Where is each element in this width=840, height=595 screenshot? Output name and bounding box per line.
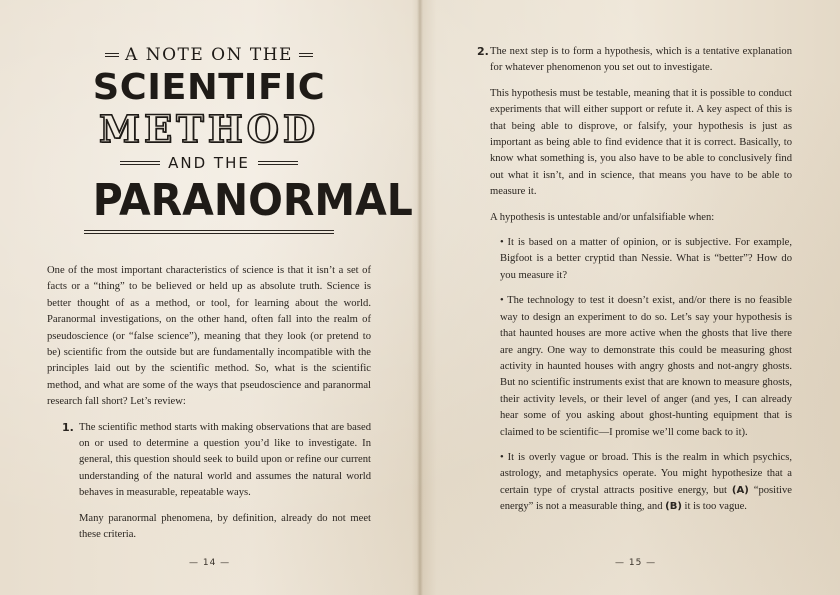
bullet-3-part-1: • It is overly vague or broad. This is the realm in which psychics, astrology, and metaphysics operate. You might hypothesize that a certain type of crystal attracts positive energy, but xyxy=(500,451,792,496)
list-number-2: 2. xyxy=(477,45,489,58)
list-item-2-text: The next step is to form a hypothesis, which is a tentative explanation for whatever phenomenon you set out to investigate. xyxy=(490,46,792,74)
title-line-4 xyxy=(84,150,334,176)
list-number-1: 1. xyxy=(62,420,74,434)
title-dash-right xyxy=(258,161,298,165)
title-dash-left xyxy=(120,161,160,165)
list-item-1 xyxy=(47,420,371,544)
right-page xyxy=(422,0,840,595)
bullet-list xyxy=(490,235,792,516)
page-number-left: — 14 — xyxy=(189,558,231,568)
bullet-3-part-2: “positive energy” is not a measurable thing, and xyxy=(500,484,792,513)
title-dash-left xyxy=(105,53,119,57)
intro-paragraph: One of the most important characteristics of science is that it isn’t a set of facts or a “thing” to be believed or held up as absolute truth. Science is better thought of as a method, or tool, for learning about the world. Paranormal investigations, on the other hand, often fall into the realm of pseudoscience (or “false science”), meaning that they look (or pretend to be) scientific from the outside but are fundamentally incompatible with the principles laid out by the scientific method. So, what is the scientific method, and what are some of the ways that pseudoscience and paranormal research fall short? Let’s review: xyxy=(47,265,371,408)
bullet-3-marker-b: (B) xyxy=(665,501,682,513)
untestable-intro: A hypothesis is untestable and/or unfalsifiable when: xyxy=(490,211,715,223)
left-page xyxy=(0,0,418,595)
title-line-3: METHOD xyxy=(99,107,319,151)
title-line-1 xyxy=(84,42,334,68)
title-line-2: SCIENTIFIC xyxy=(92,67,326,108)
bullet-3-marker-a: (A) xyxy=(731,484,749,496)
page-number-right: — 15 — xyxy=(615,558,657,568)
list-item-1-text: The scientific method starts with making observations that are based on or used to determine a question you’d like to investigate. In general, this question should seek to build upon or refine our current understanding of the natural world and assumes the natural world behaves in measurable, repeatable ways. xyxy=(79,421,371,499)
title-line-5: PARANORMAL xyxy=(92,175,413,226)
list-item-1-followup: Many paranormal phenomena, by definition, already do not meet these criteria. xyxy=(79,512,371,541)
chapter-title-block xyxy=(84,42,413,234)
title-bottom-rule xyxy=(84,230,334,234)
bullet-item-2: • The technology to test it doesn’t exist, and/or there is no feasible way to design an experiment to do so. Let’s say your hypothesis is that haunted houses are more active when the ghosts that live there are angry. One way to demonstrate this could be measuring ghost activity in haunted houses with angry ghosts and not-angry ghosts. But no scientific instruments exist that are known to measure ghosts, their activity levels, or their level of anger (and yes, I can already hear some of you asking about ghost-hunting equipment that is claimed to be scientific—I promise we’ll come back to it). xyxy=(500,295,792,438)
title-dash-right xyxy=(299,53,313,57)
bullet-item-3 xyxy=(500,450,792,516)
left-page-body xyxy=(47,263,371,544)
bullet-3-part-3: it is too vague. xyxy=(681,501,747,513)
testable-paragraph: This hypothesis must be testable, meaning that it is possible to conduct experiments that will either support or refute it. A key aspect of this is that being able to disprove, or falsify, your hypothesis is just as important as being able to find evidence that it is correct. Basically, to know what something is, you also have to be able to conclusively find out what it isn’t, and in science, that means you have to be able to measure it. xyxy=(490,87,792,198)
title-line-1-text: A NOTE ON THE xyxy=(125,45,293,65)
list-item-2 xyxy=(478,44,792,77)
right-page-body xyxy=(477,44,792,516)
bullet-item-1: • It is based on a matter of opinion, or is subjective. For example, Bigfoot is a better cryptid than Nessie. What is “better”? How do you measure it? xyxy=(500,237,792,281)
title-line-4-text: AND THE xyxy=(168,154,250,172)
